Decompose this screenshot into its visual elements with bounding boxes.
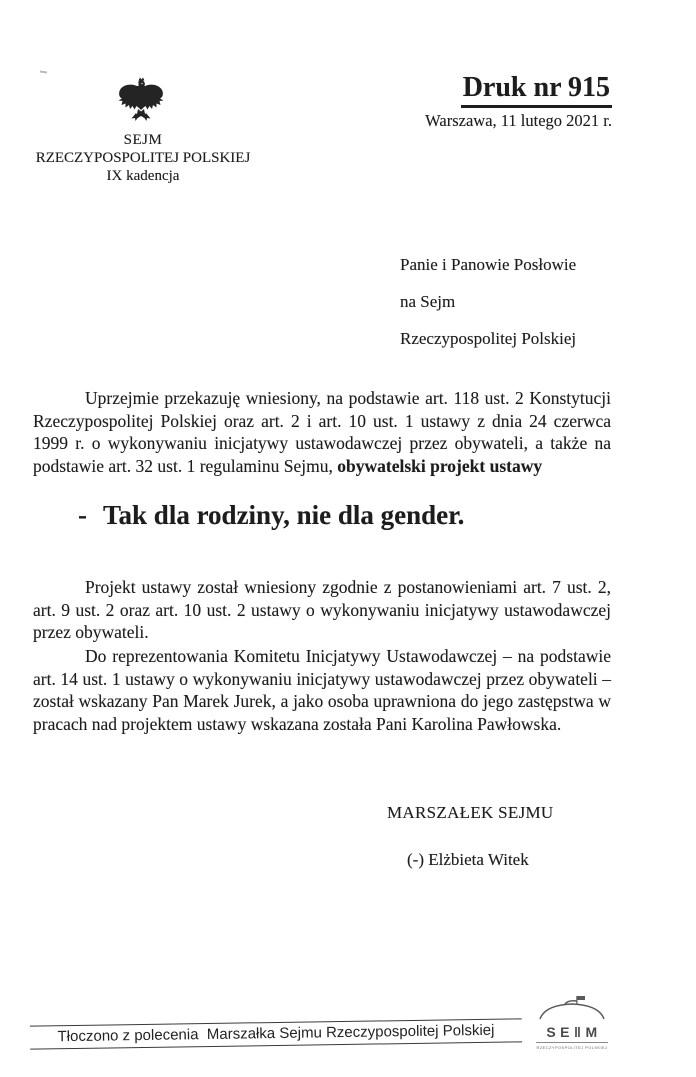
sejm-logo-subtext: RZECZYPOSPOLITEJ POLSKIEJ	[536, 1045, 608, 1050]
institution-country: RZECZYPOSPOLITEJ POLSKIEJ	[35, 150, 251, 166]
paragraph-transmittal-text: Uprzejmie przekazuję wniesiony, na podstawie art. 118 ust. 2 Konstytucji Rzeczypospolitej Polskiej oraz art. 2 i art. 10 ust. 1 ustawy z dnia 24 czerwca 1999 r. o wykonywaniu inicjatywy ustawodawczej przez obywateli, a także na podstawie art. 32 ust. 1 regulaminu Sejmu,	[33, 388, 611, 476]
institution-block	[15, 131, 271, 185]
sejm-dome-icon	[537, 996, 607, 1020]
paragraph-committee: Do reprezentowania Komitetu Inicjatywy Ustawodawczej – na podstawie art. 14 ust. 1 ustawy o wykonywaniu inicjatywy ustawodawczej przez obywateli – został wskazany Pan Marek Jurek, a jako osoba uprawniona do jego zastępstwa w pracach nad projektem ustawy wskazana została Pani Karolina Pawłowska.	[33, 646, 611, 734]
signature-name: (-) Elżbieta Witek	[407, 850, 529, 869]
institution-name: SEJM	[123, 132, 163, 148]
sejm-logo-letters: SE‖M	[536, 1024, 608, 1043]
sejm-logo	[536, 996, 608, 1050]
bill-title-dash: -	[78, 500, 87, 530]
print-note-text: Tłoczono z polecenia Marszałka Sejmu Rzeczypospolitej Polskiej	[57, 1021, 495, 1046]
institution-term: IX kadencja	[106, 168, 180, 184]
bill-title-text: Tak dla rodziny, nie dla gender.	[103, 500, 465, 530]
document-number-block	[425, 72, 612, 131]
addressee-block	[400, 246, 576, 357]
polish-eagle-emblem	[117, 76, 165, 128]
document-number: Druk nr 915	[461, 72, 612, 108]
paragraph-transmittal-bold: obywatelski projekt ustawy	[337, 455, 543, 476]
addressee-line-2: na Sejm	[400, 292, 456, 311]
paragraph-transmittal	[33, 387, 611, 477]
signature-role: MARSZAŁEK SEJMU	[387, 803, 554, 822]
polish-eagle-icon	[117, 76, 165, 128]
scan-artifact	[40, 71, 47, 74]
addressee-line-1: Panie i Panowie Posłowie	[400, 255, 577, 274]
bill-title	[78, 500, 464, 531]
place-and-date: Warszawa, 11 lutego 2021 r.	[425, 111, 612, 130]
print-note-band	[30, 1018, 522, 1049]
addressee-line-3: Rzeczypospolitej Polskiej	[400, 329, 577, 348]
paragraph-legal-basis: Projekt ustawy został wniesiony zgodnie z postanowieniami art. 7 ust. 2, art. 9 ust. 2 oraz art. 10 ust. 2 ustawy o wykonywaniu inicjatywy ustawodawczej przez obywateli.	[33, 577, 611, 643]
